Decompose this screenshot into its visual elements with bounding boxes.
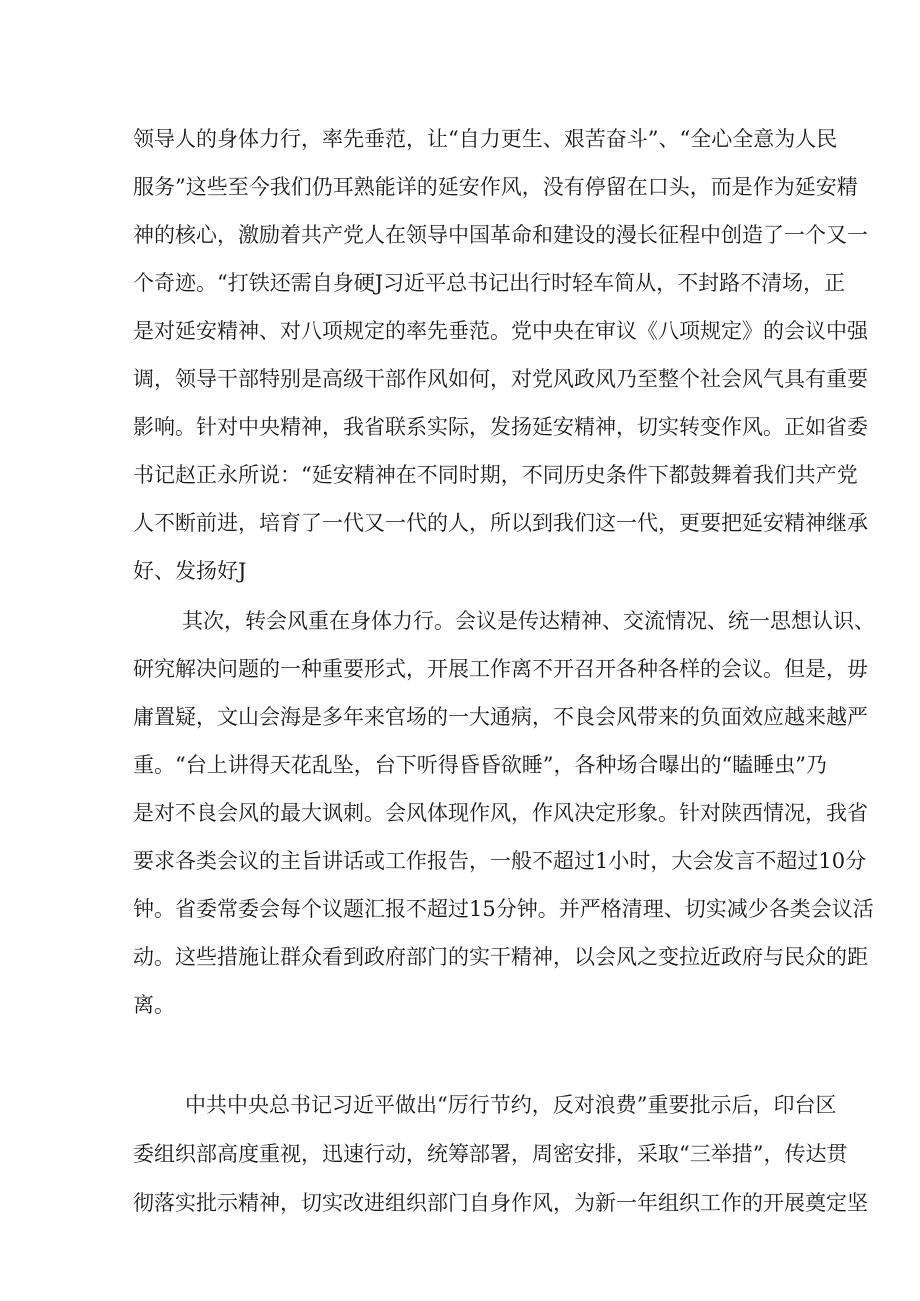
paragraph-line: 庸置疑，文山会海是多年来官场的一大通病，不良会风带来的负面效应越来越严 [133, 705, 868, 729]
paragraph-line: 研究解决问题的一种重要形式，开展工作离不开召开各种各样的会议。但是，毋 [133, 657, 868, 681]
paragraph-line: 要求各类会议的主旨讲话或工作报告，一般不超过1小时，大会发言不超过10分 [133, 849, 867, 873]
paragraph-line: 人不断前进，培育了一代又一代的人，所以到我们这一代，更要把延安精神继承 [133, 511, 868, 535]
paragraph-line: 领导人的身体力行，率先垂范，让“自力更生、艰苦奋斗”、“全心全意为人民 [133, 127, 838, 151]
paragraph-line: 好、发扬好J [133, 559, 247, 583]
paragraph-line: 离。 [133, 993, 175, 1017]
paragraph-line: 动。这些措施让群众看到政府部门的实干精神，以会风之变拉近政府与民众的距 [133, 945, 868, 969]
paragraph-line: 影响。针对中央精神，我省联系实际，发扬延安精神，切实转变作风。正如省委 [133, 415, 868, 439]
paragraph-line: 其次，转会风重在身体力行。会议是传达精神、交流情况、统一思想认识、 [182, 609, 875, 633]
paragraph-line: 神的核心，激励着共产党人在领导中国革命和建设的漫长征程中创造了一个又一 [133, 223, 868, 247]
paragraph-line: 服务”这些至今我们仍耳熟能详的延安作风，没有停留在口头，而是作为延安精 [133, 175, 858, 199]
paragraph-line: 重。“台上讲得天花乱坠，台下听得昏昏欲睡”，各种场合曝出的“瞌睡虫”乃 [133, 753, 827, 777]
paragraph-line: 是对不良会风的最大讽刺。会风体现作风，作风决定形象。针对陕西情况，我省 [133, 801, 868, 825]
paragraph-line: 是对延安精神、对八项规定的率先垂范。党中央在审议《八项规定》的会议中强 [133, 319, 868, 343]
paragraph-line: 中共中央总书记习近平做出“厉行节约，反对浪费”重要批示后，印台区 [185, 1093, 837, 1117]
paragraph-line: 书记赵正永所说：“延安精神在不同时期，不同历史条件下都鼓舞着我们共产党 [133, 463, 858, 487]
paragraph-line: 委组织部高度重视，迅速行动，统筹部署，周密安排，采取“三举措”，传达贯 [133, 1142, 848, 1166]
paragraph-line: 调，领导干部特别是高级干部作风如何，对党风政风乃至整个社会风气具有重要 [133, 367, 868, 391]
paragraph-line: 钟。省委常委会每个议题汇报不超过15分钟。并严格清理、切实减少各类会议活 [133, 897, 874, 921]
paragraph-line: 彻落实批示精神，切实改进组织部门自身作风，为新一年组织工作的开展奠定坚 [133, 1191, 868, 1215]
paragraph-line: 个奇迹。“打铁还需自身硬J习近平总书记出行时轻车简从，不封路不清场，正 [133, 271, 846, 295]
